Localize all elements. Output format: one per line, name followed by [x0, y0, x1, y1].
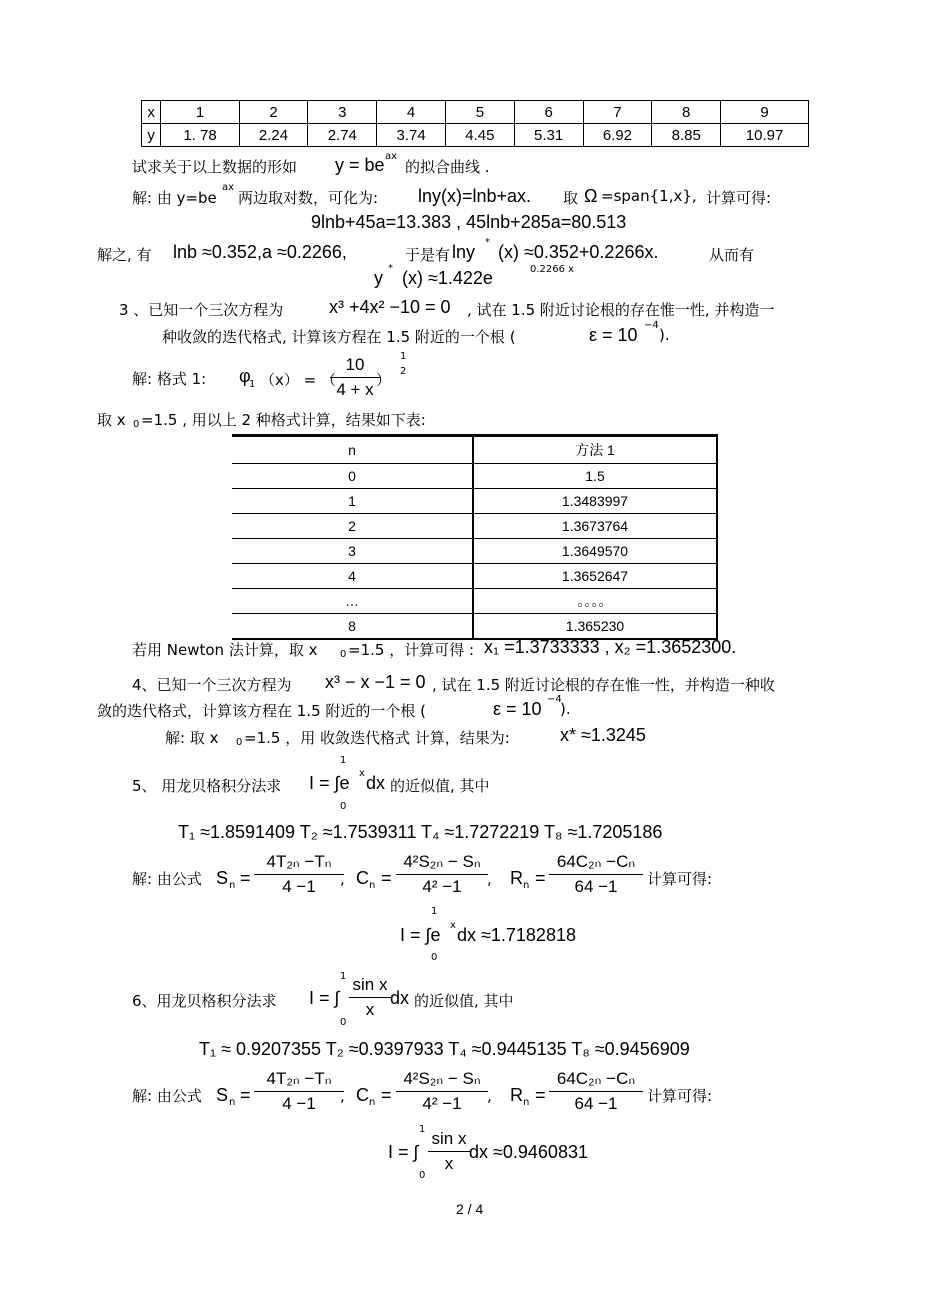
S-sub: n	[229, 880, 236, 891]
phi-symbol: φ	[239, 366, 251, 386]
R-fraction	[549, 1069, 643, 1114]
power-num: 1	[400, 351, 407, 362]
fit-sol-exp: ax	[222, 182, 235, 193]
fit-hence: 解之, 有	[97, 246, 152, 264]
fraction-denominator: 64 −1	[574, 877, 618, 896]
fraction-denominator: 4² −1	[422, 1094, 462, 1113]
table-cell: 7	[583, 101, 652, 124]
fraction-bar	[254, 1091, 344, 1092]
R-fraction	[549, 852, 643, 897]
p3-fraction	[330, 355, 380, 400]
table-cell: 5	[445, 101, 514, 124]
table-cell: 4	[232, 564, 473, 589]
C-sub: n	[369, 1097, 376, 1108]
table-row	[232, 614, 717, 640]
fraction-denominator: 4² −1	[422, 877, 462, 896]
table-cell: 8.85	[652, 124, 721, 147]
fit-exp: ax	[385, 151, 398, 162]
fraction-numerator: 4T₂ₙ −Tₙ	[266, 852, 332, 871]
fraction-denominator: 4 −1	[282, 877, 316, 896]
p4-sol-rest: =1.5 ，用 收敛迭代格式 计算，结果为:	[244, 729, 510, 747]
integral-upper: 1	[431, 906, 438, 917]
S-sub: n	[229, 1097, 236, 1108]
p3-newton-rest: =1.5 ，计算可得 :	[348, 641, 475, 659]
table-cell: 1. 78	[161, 124, 239, 147]
p4-sol-sub: 0	[236, 737, 243, 748]
p3-paren: ）	[376, 371, 392, 389]
table-cell: 3	[232, 539, 473, 564]
fraction-numerator: sin x	[352, 975, 388, 994]
fraction-denominator: 64 −1	[574, 1094, 618, 1113]
table-cell: 5.31	[514, 124, 583, 147]
integral-upper: 1	[340, 971, 347, 982]
p3-line1b: , 试在 1.5 附近讨论根的存在惟一性, 并构造一	[467, 301, 775, 319]
fit-take: 取	[563, 189, 579, 207]
fit-lny: lny(x)=lnb+ax.	[418, 186, 532, 206]
fraction-bar	[428, 1151, 470, 1152]
table-row	[232, 539, 717, 564]
table-cell: 1.365230	[473, 614, 717, 640]
table-cell: 1.5	[473, 464, 717, 489]
table-cell: 。。。。	[473, 589, 717, 614]
p5-integral-exp: x	[359, 768, 365, 779]
fit-span: =span{1,x},	[601, 187, 697, 205]
fit-final-exp: 0.2266 x	[530, 264, 575, 275]
page-number: 2 / 4	[456, 1201, 484, 1217]
p5-result-rest: dx ≈1.7182818	[457, 925, 576, 945]
table-cell: 2	[232, 514, 473, 539]
table-row	[232, 464, 717, 489]
p6-sol: 解: 由公式	[132, 1087, 202, 1105]
fraction-numerator: 64C₂ₙ −Cₙ	[556, 852, 636, 871]
p6-calc: 计算可得:	[647, 1087, 713, 1105]
p4-line2: 敛的迭代格式，计算该方程在 1.5 附近的一个根 (	[97, 702, 427, 720]
table-cell: 10.97	[721, 124, 809, 147]
table-cell: 4	[377, 101, 446, 124]
integral-lower: 0	[340, 1017, 347, 1028]
table-cell: 6	[514, 101, 583, 124]
fit-sol-a: 解: 由 y=be	[132, 189, 217, 207]
C-symbol: C	[356, 868, 369, 888]
integral-lower: 0	[340, 801, 347, 812]
S-fraction	[254, 852, 344, 897]
table-cell: 2.74	[308, 124, 377, 147]
p3-close: ).	[659, 326, 670, 344]
table-cell: 2.24	[239, 124, 308, 147]
integral-upper: 1	[340, 755, 347, 766]
p4-line1b: , 试在 1.5 附近讨论根的存在惟一性，并构造一种收	[432, 676, 775, 694]
integral-upper: 1	[419, 1124, 426, 1135]
table-row	[232, 489, 717, 514]
table-header-cell: 方法 1	[473, 436, 717, 464]
fraction-denominator: x	[444, 1154, 454, 1173]
fraction-numerator: sin x	[431, 1129, 467, 1148]
S-symbol: S	[216, 1085, 229, 1105]
fraction-bar	[396, 874, 488, 875]
fit-result2: lny	[452, 242, 476, 262]
table-cell: 1.3673764	[473, 514, 717, 539]
p6-result-integrand	[428, 1129, 470, 1174]
data-table	[141, 100, 809, 147]
C-fraction	[396, 1069, 488, 1114]
p5-title: 5、 用龙贝格积分法求	[132, 777, 282, 795]
p3-take-sub: 0	[133, 419, 140, 430]
fraction-denominator: 4 −1	[282, 1094, 316, 1113]
p5-trapezoid-values: T₁ ≈1.8591409 T₂ ≈1.7539311 T₄ ≈1.7272219 T₈ ≈1.7205186	[178, 822, 663, 842]
table-cell: 6.92	[583, 124, 652, 147]
p6-suffix: 的近似值, 其中	[414, 992, 514, 1010]
fraction-bar	[349, 997, 391, 998]
table-cell: 1.3649570	[473, 539, 717, 564]
table-cell: 1.3483997	[473, 489, 717, 514]
fraction-denominator: 4 + x	[336, 380, 374, 399]
table-row	[142, 101, 809, 124]
power-den: 2	[400, 366, 407, 377]
fit-prompt: 试求关于以上数据的形如	[132, 158, 298, 176]
p6-integrand	[349, 975, 391, 1020]
table-cell: 4.45	[445, 124, 514, 147]
p3-equation: x³ +4x² −10 = 0	[329, 297, 451, 317]
table-cell: 8	[232, 614, 473, 640]
table-row	[232, 564, 717, 589]
phi-rest: （x） = （	[260, 371, 336, 389]
table-cell: 9	[721, 101, 809, 124]
fraction-bar	[549, 874, 643, 875]
omega-symbol: Ω	[584, 186, 598, 206]
p5-result-exp: x	[450, 920, 456, 931]
fraction-numerator: 4²S₂ₙ − Sₙ	[403, 1069, 481, 1088]
table-cell: 1.3652647	[473, 564, 717, 589]
fraction-bar	[254, 874, 344, 875]
fit-calc: 计算可得:	[706, 189, 772, 207]
p5-result: I = ∫e	[400, 925, 441, 945]
p4-sol: 解: 取 x	[165, 729, 219, 747]
fit-equations: 9lnb+45a=13.383 , 45lnb+285a=80.513	[311, 212, 627, 232]
p5-suffix: 的近似值, 其中	[390, 777, 490, 795]
p6-title: 6、用龙贝格积分法求	[132, 992, 277, 1010]
table-cell: …	[232, 589, 473, 614]
p3-newton: 若用 Newton 法计算，取 x	[132, 641, 318, 659]
p4-eps-exp: −4	[547, 694, 562, 705]
fit-result1: lnb ≈0.352,a ≈0.2266,	[173, 242, 347, 262]
R-sub: n	[523, 880, 530, 891]
p4-epsilon: ε = 10	[493, 699, 542, 719]
table-header-cell: n	[232, 436, 473, 464]
R-sub: n	[523, 1097, 530, 1108]
star-mark: *	[485, 237, 490, 248]
table-cell: 8	[652, 101, 721, 124]
S-fraction	[254, 1069, 344, 1114]
fit-so: 于是有	[405, 246, 451, 264]
p6-result-rest: dx ≈0.9460831	[469, 1142, 588, 1162]
fraction-numerator: 4T₂ₙ −Tₙ	[266, 1069, 332, 1088]
p5-integral: I = ∫e	[309, 773, 350, 793]
integral-lower: 0	[419, 1170, 426, 1181]
table-cell: 3.74	[377, 124, 446, 147]
R-symbol: R	[510, 1085, 523, 1105]
table-row	[142, 124, 809, 147]
p5-integral-rest: dx	[366, 773, 386, 793]
fit-final-b: (x) ≈1.422e	[402, 268, 493, 288]
R-symbol: R	[510, 868, 523, 888]
p4-equation: x³ − x −1 = 0	[325, 672, 426, 692]
table-cell: y	[142, 124, 161, 147]
fraction-bar	[330, 377, 380, 378]
fraction-denominator: x	[365, 1000, 375, 1019]
p6-trapezoid-values: T₁ ≈ 0.9207355 T₂ ≈0.9397933 T₄ ≈0.9445135 T₈ ≈0.9456909	[199, 1039, 690, 1059]
star-mark: *	[388, 263, 393, 274]
p5-sol: 解: 由公式	[132, 870, 202, 888]
fraction-numerator: 64C₂ₙ −Cₙ	[556, 1069, 636, 1088]
fraction-bar	[396, 1091, 488, 1092]
fit-thus: 从而有	[709, 246, 755, 264]
p3-newton-result: x₁ =1.3733333 , x₂ =1.3652300.	[484, 637, 737, 657]
p4-close: ).	[560, 700, 571, 718]
fit-final: y	[374, 268, 383, 288]
table-cell: 1	[232, 489, 473, 514]
p3-eps-exp: −4	[644, 320, 659, 331]
S-symbol: S	[216, 868, 229, 888]
fraction-bar	[549, 1091, 643, 1092]
p4-result: x* ≈1.3245	[560, 725, 646, 745]
p3-sol: 解: 格式 1:	[132, 370, 207, 388]
table-row	[232, 514, 717, 539]
C-symbol: C	[356, 1085, 369, 1105]
p5-calc: 计算可得:	[647, 870, 713, 888]
table-cell: 2	[239, 101, 308, 124]
table-header-row	[232, 436, 717, 464]
fraction-numerator: 10	[345, 355, 365, 374]
p3-line2: 种收敛的迭代格式, 计算该方程在 1.5 附近的一个根 (	[162, 328, 516, 346]
phi-sub: 1	[249, 379, 256, 390]
table-row	[232, 589, 717, 614]
iteration-table	[232, 434, 718, 640]
C-sub: n	[369, 880, 376, 891]
p3-take-rest: =1.5 , 用以上 2 种格式计算，结果如下表:	[141, 411, 426, 429]
table-cell: 0	[232, 464, 473, 489]
fraction-numerator: 4²S₂ₙ − Sₙ	[403, 852, 481, 871]
fit-result2b: (x) ≈0.352+0.2266x.	[498, 242, 659, 262]
p3-take: 取 x	[97, 411, 126, 429]
fit-formula: y = be	[335, 155, 385, 175]
p3-epsilon: ε = 10	[589, 325, 638, 345]
fit-sol-b: 两边取对数，可化为:	[238, 189, 379, 207]
table-cell: 1	[161, 101, 239, 124]
table-cell: x	[142, 101, 161, 124]
fit-suffix: 的拟合曲线 .	[405, 158, 490, 176]
p4-line1a: 4、已知一个三次方程为	[132, 676, 292, 694]
p3-newton-sub: 0	[340, 649, 347, 660]
C-fraction	[396, 852, 488, 897]
integral-lower: 0	[431, 952, 438, 963]
p3-line1a: 3 、已知一个三次方程为	[119, 301, 284, 319]
table-cell: 3	[308, 101, 377, 124]
